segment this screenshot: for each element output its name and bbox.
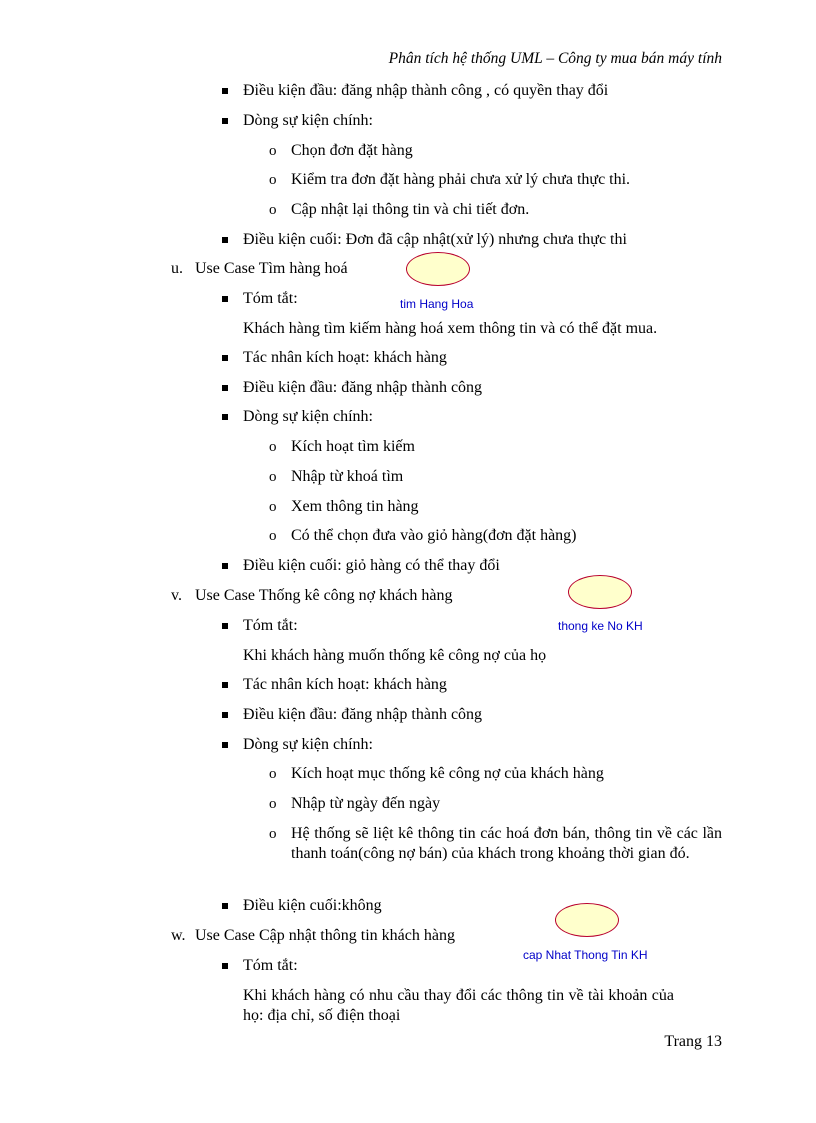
flow-step: o Nhập từ ngày đến ngày	[291, 794, 440, 814]
usecase-label-cap-nhat-thong-tin-kh: cap Nhat Thong Tin KH	[523, 948, 648, 962]
flow-step: o Xem thông tin hàng	[291, 497, 419, 517]
actor: Tác nhân kích hoạt: khách hàng	[243, 676, 447, 693]
main-flow-heading: Dòng sự kiện chính:	[243, 112, 373, 129]
flow-step: o Có thể chọn đưa vào giỏ hàng(đơn đặt hàng)	[291, 526, 577, 546]
precondition: Điều kiện đầu: đăng nhập thành công , có quyền thay đổi	[243, 82, 609, 99]
postcondition: Điều kiện cuối: giỏ hàng có thể thay đổi	[243, 557, 500, 574]
usecase-label-tim-hang-hoa: tim Hang Hoa	[400, 297, 474, 311]
summary-text: Khách hàng tìm kiếm hàng hoá xem thông tin và có thể đặt mua.	[243, 320, 658, 337]
postcondition: Điều kiện cuối: Đơn đã cập nhật(xử lý) nhưng chưa thực thi	[243, 231, 627, 248]
actor: Tác nhân kích hoạt: khách hàng	[243, 349, 447, 366]
flow-step: o Kích hoạt tìm kiếm	[291, 437, 415, 457]
summary-heading: Tóm tắt:	[243, 957, 298, 974]
postcondition: Điều kiện cuối:không	[243, 897, 382, 914]
section-w-heading	[171, 926, 455, 946]
usecase-oval-cap-nhat-thong-tin-kh	[555, 903, 619, 937]
section-title: Use Case Cập nhật thông tin khách hàng	[195, 927, 455, 944]
section-label: u.	[171, 260, 183, 277]
flow-step: o Kích hoạt mục thống kê công nợ của khách hàng	[291, 764, 604, 784]
page-number: Trang 13	[664, 1033, 722, 1050]
main-flow-heading: Dòng sự kiện chính:	[243, 408, 373, 425]
flow-step: o Hệ thống sẽ liệt kê thông tin các hoá đơn bán, thông tin về các lần thanh toán(công nợ bán) của khách trong khoảng thời gian đó.	[291, 824, 722, 864]
flow-step: o Nhập từ khoá tìm	[291, 467, 403, 487]
usecase-label-thong-ke-no-kh: thong ke No KH	[558, 619, 643, 633]
flow-step: o Kiểm tra đơn đặt hàng phải chưa xử lý chưa thực thi.	[291, 170, 630, 190]
section-title: Use Case Thống kê công nợ khách hàng	[195, 587, 453, 604]
precondition: Điều kiện đầu: đăng nhập thành công	[243, 379, 483, 396]
page-header: Phân tích hệ thống UML – Công ty mua bán máy tính	[388, 50, 722, 67]
usecase-oval-thong-ke-no-kh	[568, 575, 632, 609]
section-title: Use Case Tìm hàng hoá	[195, 260, 348, 277]
flow-step: o Cập nhật lại thông tin và chi tiết đơn.	[291, 200, 529, 220]
flow-step: o Chọn đơn đặt hàng	[291, 141, 413, 161]
summary-heading: Tóm tắt:	[243, 290, 298, 307]
section-label: v.	[171, 587, 182, 604]
main-flow-heading: Dòng sự kiện chính:	[243, 736, 373, 753]
section-label: w.	[171, 927, 186, 944]
section-v-heading	[171, 586, 453, 606]
precondition: Điều kiện đầu: đăng nhập thành công	[243, 706, 483, 723]
usecase-oval-tim-hang-hoa	[406, 252, 470, 286]
summary-text: Khi khách hàng muốn thống kê công nợ của họ	[243, 647, 547, 664]
summary-text: Khi khách hàng có nhu cầu thay đổi các thông tin về tài khoản của họ: địa chỉ, số điện thoại	[243, 987, 674, 1024]
summary-heading: Tóm tắt:	[243, 617, 298, 634]
section-u-heading	[171, 259, 348, 279]
